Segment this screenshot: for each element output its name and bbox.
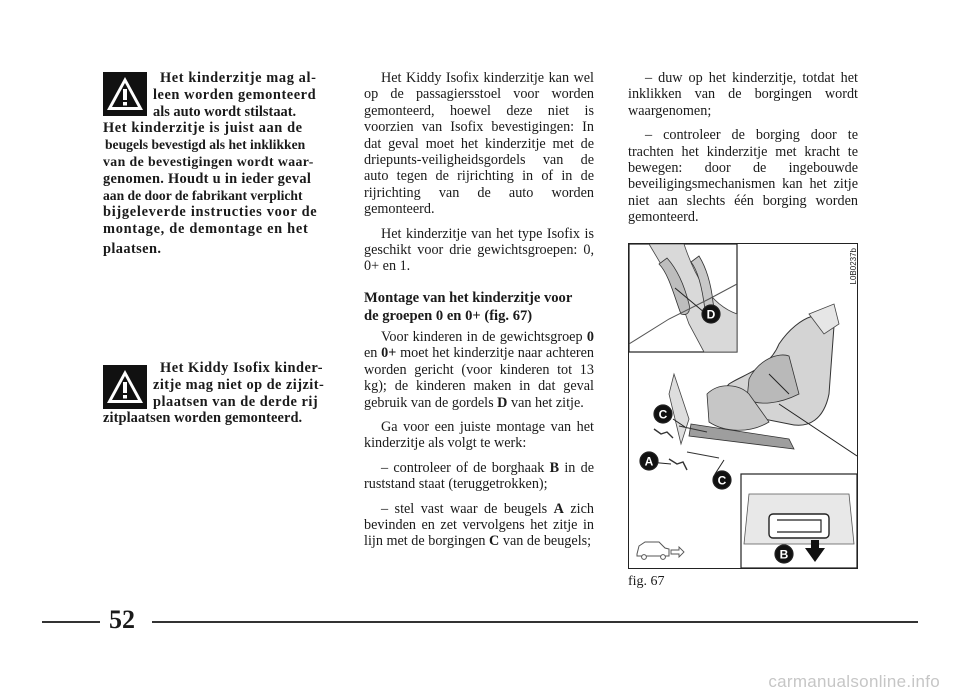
figure-caption: fig. 67 [628, 574, 665, 589]
paragraph: – controleer of de borghaak B in de ruststand staat (teruggetrokken); [364, 459, 594, 493]
warning-line: genomen. Houdt u in ieder geval [103, 170, 312, 187]
warning-line: zitje mag niet op de zijzit- [153, 376, 325, 393]
right-column [628, 70, 858, 234]
paragraph: Voor kinderen in de gewichtsgroep 0 en 0+ moet het kinderzitje naar achteren worden gericht (voor kinderen tot 13 kg); de kinderen maken in dat geval gebruik van de gordels D van het zitje. [364, 328, 595, 411]
callout-c-upper [654, 405, 672, 423]
footer-rule-right [152, 621, 918, 623]
warning-line: aan de door de fabrikant verplicht [103, 187, 303, 203]
paragraph: – stel vast waar de beugels A zich bevinden en zet vervolgens het zitje in lijn met de borgingen C van de beugels; [364, 500, 594, 550]
warning-line: als auto wordt stilstaat. [153, 103, 297, 120]
svg-text:D: D [706, 307, 716, 322]
callout-b [775, 545, 793, 563]
heading-line: de groepen 0 en 0+ (fig. 67) [364, 307, 533, 324]
warning-line: leen worden gemonteerd [153, 86, 317, 103]
paragraph: Ga voor een juiste montage van het kinderzitje als volgt te werk: [364, 418, 594, 452]
figure-67 [628, 243, 858, 569]
middle-column [364, 70, 594, 558]
callout-d [702, 305, 720, 323]
warning-line: zitplaatsen worden gemonteerd. [103, 410, 303, 427]
warning-block-2 [103, 360, 328, 427]
paragraph: – duw op het kinderzitje, totdat het inklikken van de borgingen wordt waargenomen; [628, 70, 858, 119]
warning-line: Het Kiddy Isofix kinder- [160, 360, 323, 376]
callout-c-lower [713, 471, 731, 489]
section-heading [364, 289, 594, 325]
warning-line: Het kinderzitje is juist aan de [103, 120, 303, 137]
warning-line: bijgeleverde instructies voor de [103, 204, 318, 221]
svg-text:B: B [779, 547, 789, 562]
warning-line: plaatsen van de derde rij [153, 393, 319, 410]
car-icon [637, 542, 684, 559]
warning-line: Het kinderzitje mag al- [160, 70, 317, 86]
callout-a [640, 452, 658, 470]
watermark: carmanualsonline.info [768, 672, 940, 691]
paragraph: – controleer de borging door te trachten het kinderzitje met kracht te bewegen: door de ingebouwde beveiligingsmechanismen kan het zitje niet aan slechts één borging worden gemonteerd. [628, 127, 858, 226]
warning-line: beugels bevestigd als het inklikken [105, 137, 306, 153]
warning-line: van de bevestigingen wordt waar- [103, 153, 314, 169]
paragraph: Het Kiddy Isofix kinderzitje kan wel op de passagiersstoel voor worden gemonteerd, hoewel deze niet is voorzien van Isofix bevestigingen: In dat geval moet het kinderzitje met de driepunts-veiligheidsgordels van de auto tegen de rijrichting in of in de rijrichting van de auto worden gemonteerd. [364, 70, 594, 218]
footer-rule-left [42, 621, 100, 623]
warning-block-1 [103, 70, 328, 258]
paragraph: Het kinderzitje van het type Isofix is geschikt voor drie gewichtsgroepen: 0, 0+ en 1. [364, 225, 594, 275]
figure-code: L0B0237b [849, 248, 858, 285]
inset-hook [741, 474, 857, 568]
warning-line: plaatsen. [103, 240, 162, 257]
page-number: 52 [109, 605, 135, 634]
child-seat-illustration [629, 244, 857, 568]
svg-text:C: C [717, 473, 727, 488]
warning-line: montage, de demontage en het [103, 221, 309, 238]
inset-belt [629, 244, 737, 352]
svg-text:C: C [658, 407, 668, 422]
heading-line: Montage van het kinderzitje voor [364, 289, 573, 306]
svg-text:A: A [644, 454, 654, 469]
